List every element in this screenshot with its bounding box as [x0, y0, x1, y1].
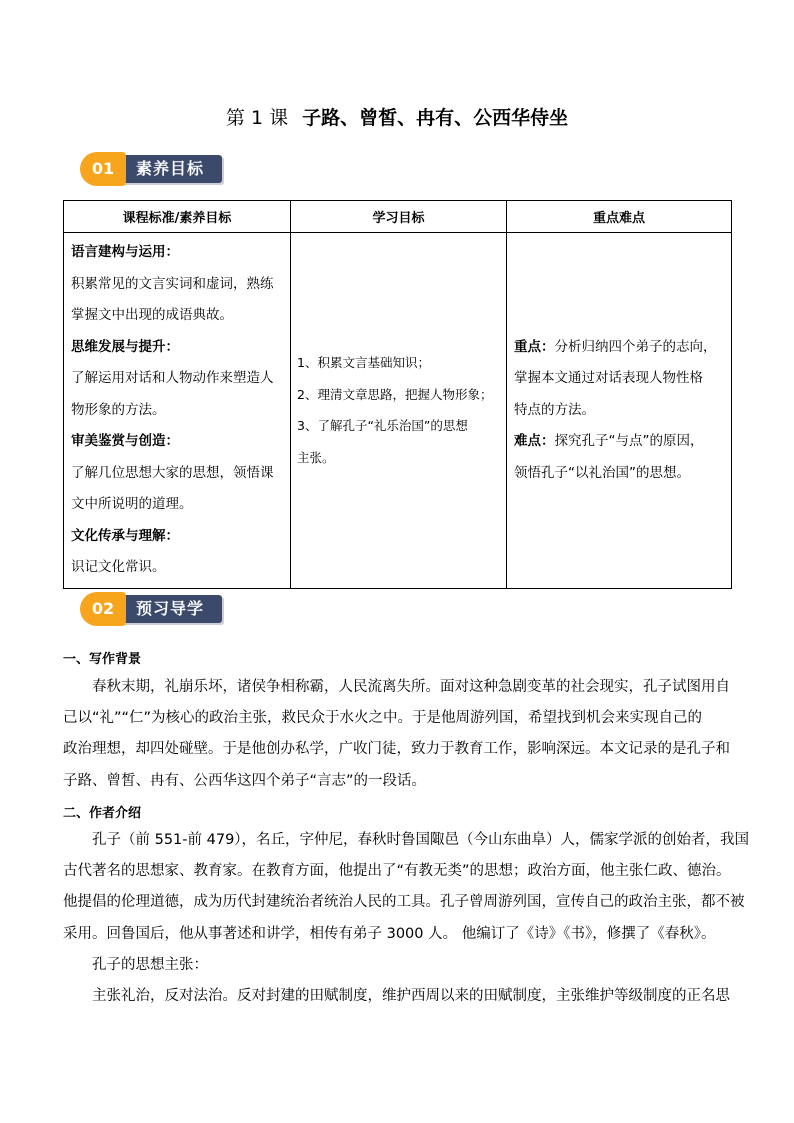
key-point-text: 掌握本文通过对话表现人物性格	[514, 370, 703, 386]
competency-text: 了解几位思想大家的思想，领悟课	[71, 464, 274, 481]
learning-goal: 3、了解孔子“礼乐治国”的思想	[297, 418, 468, 434]
difficulty-label: 难点：	[514, 433, 555, 449]
section-header-preview	[80, 592, 224, 626]
background-paragraph	[63, 672, 731, 797]
table-header-cell: 学习目标	[291, 201, 507, 233]
learning-goal: 1、积累文言基础知识；	[297, 355, 430, 371]
competency-heading: 审美鉴赏与创造：	[71, 433, 179, 449]
difficulty-text: 领悟孔子“以礼治国”的思想。	[514, 464, 690, 481]
competency-text: 积累常见的文言实词和虚词，熟练	[71, 275, 274, 292]
section-number-badge: 01	[80, 152, 126, 186]
table-row	[64, 233, 732, 589]
paragraph-line: 春秋末期，礼崩乐坏，诸侯争相称霸，人民流离失所。面对这种急剧变革的社会现实，孔子试图用自	[92, 679, 730, 695]
competency-text: 文中所说明的道理。	[71, 496, 193, 512]
competency-heading: 文化传承与理解：	[71, 527, 179, 544]
key-point-label: 重点：	[514, 338, 555, 355]
paragraph-line: 己以“礼”“仁”为核心的政治主张，救民众于水火之中。于是他周游列国，希望找到机会来实现自己的	[63, 710, 703, 727]
background-heading: 一、写作背景	[63, 652, 142, 667]
section-title: 预习导学	[136, 599, 205, 618]
lesson-number: 第 1 课	[225, 107, 289, 129]
paragraph-line: 他提倡的伦理道德，成为历代封建统治者统治人民的工具。孔子曾周游列国，宣传自己的政治主张，都不被	[63, 894, 745, 911]
lesson-name: 子路、曾皙、冉有、公西华侍坐	[302, 107, 569, 129]
learning-goal: 2、理清文章思路，把握人物形象；	[297, 386, 493, 402]
paragraph-line: 主张礼治，反对法治。反对封建的田赋制度，维护西周以来的田赋制度，主张维护等级制度的正名思	[92, 988, 730, 1005]
curriculum-standards-cell	[64, 233, 291, 589]
goals-table	[63, 200, 732, 589]
competency-text: 掌握文中出现的成语典故。	[71, 307, 233, 323]
table-header-cell: 重点难点	[507, 201, 732, 233]
key-point-text: 特点的方法。	[514, 401, 595, 418]
learning-goal: 主张。	[297, 449, 335, 465]
competency-text: 识记文化常识。	[71, 559, 166, 575]
paragraph-line: 孔子（前 551-前 479），名丘，字仲尼，春秋时鲁国陬邑（今山东曲阜）人，儒家学派的创始者，我国	[92, 832, 750, 848]
competency-text: 了解运用对话和人物动作来塑造人	[71, 370, 274, 386]
section-title: 素养目标	[136, 159, 205, 178]
table-header-cell: 课程标准/素养目标	[64, 201, 291, 233]
difficulty-text: 探究孔子“与点”的原因，	[554, 433, 704, 449]
table-header-row	[64, 201, 732, 233]
section-header-goals	[80, 152, 224, 186]
key-point-text: 分析归纳四个弟子的志向，	[554, 338, 717, 355]
page-title	[0, 104, 794, 132]
learning-goals-cell	[291, 233, 507, 589]
section-number-badge: 02	[80, 592, 126, 626]
author-paragraph	[63, 825, 750, 1012]
paragraph-line: 采用。回鲁国后，他从事著述和讲学，相传有弟子 3000 人。 他编订了《诗》《书》，修撰了《春秋》。	[63, 925, 716, 942]
paragraph-line: 古代著名的思想家、教育家。在教育方面，他提出了“有教无类”的思想；政治方面，他主张仁政、德治。	[63, 863, 731, 880]
paragraph-line: 政治理想，却四处碰壁。于是他创办私学，广收门徒，致力于教育工作，影响深远。本文记录的是孔子和	[63, 741, 730, 758]
competency-heading: 思维发展与提升：	[71, 338, 179, 355]
competency-heading: 语言建构与运用：	[71, 244, 179, 260]
author-heading: 二、作者介绍	[63, 806, 142, 821]
key-points-cell	[507, 233, 732, 589]
paragraph-line: 孔子的思想主张：	[92, 956, 208, 973]
paragraph-line: 子路、曾皙、冉有、公西华这四个弟子“言志”的一段话。	[63, 772, 427, 789]
competency-text: 物形象的方法。	[71, 401, 166, 418]
